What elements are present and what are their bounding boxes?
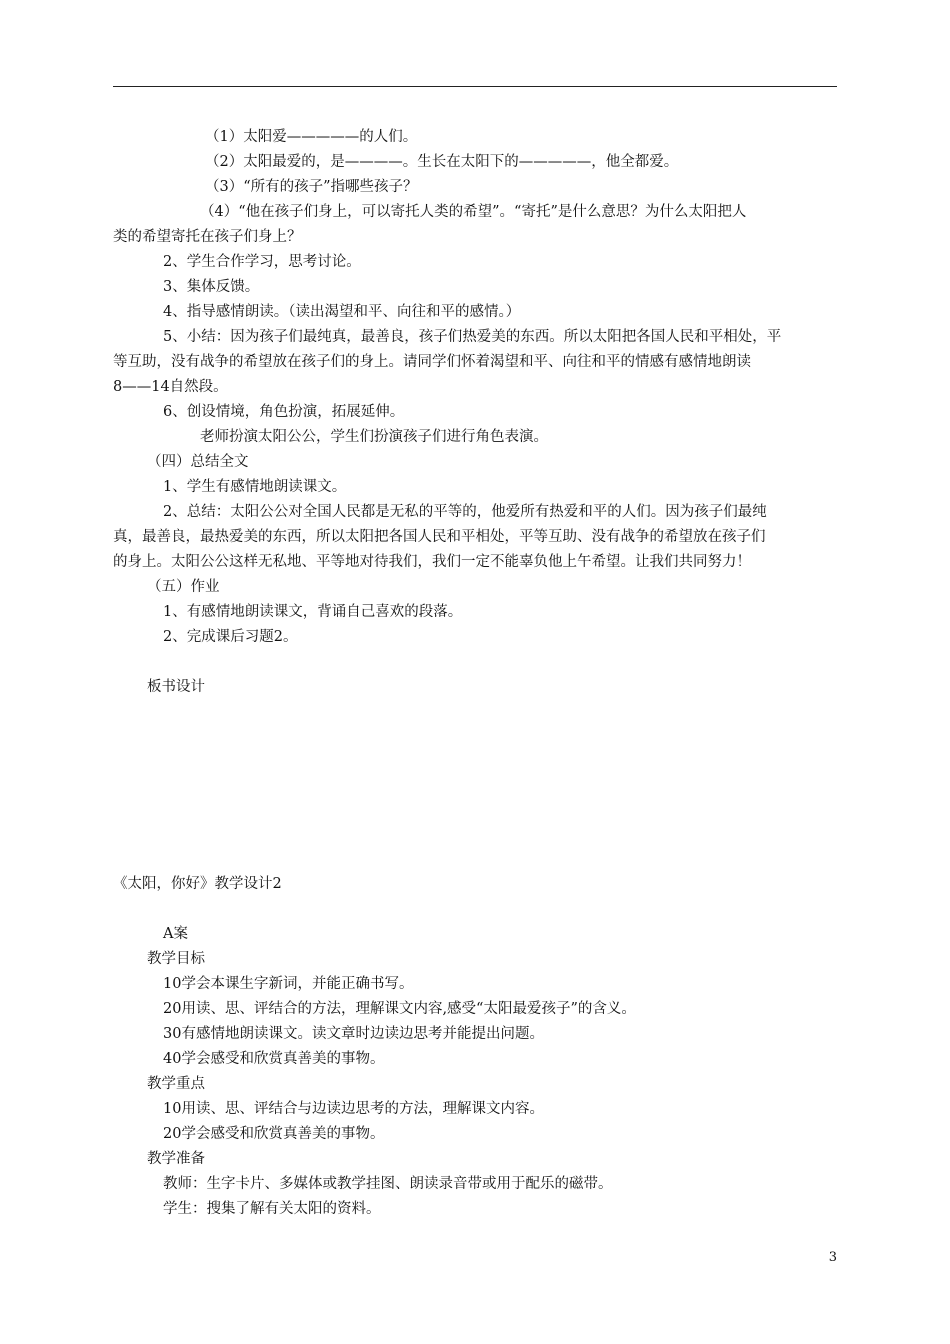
text-line: 1、学生有感情地朗读课文。 — [163, 479, 347, 495]
text-line: 类的希望寄托在孩子们身上？ — [113, 229, 302, 245]
text-line: 的身上。太阳公公这样无私地、平等地对待我们，我们一定不能辜负他上午希望。让我们共同努力！ — [113, 554, 751, 570]
text-line: （3）“所有的孩子”指哪些孩子？ — [205, 179, 418, 195]
text-line: 8——14自然段。 — [113, 379, 228, 395]
section-heading: （五）作业 — [147, 579, 220, 595]
text-line: （1）太阳爱—————的人们。 — [205, 129, 418, 145]
text-line: 等互助，没有战争的希望放在孩子们的身上。请同学们怀着渴望和平、向往和平的情感有感情地朗读 — [113, 354, 751, 370]
text-line: 40学会感受和欣赏真善美的事物。 — [163, 1051, 385, 1067]
text-line: 3、集体反馈。 — [163, 279, 260, 295]
text-line: 20学会感受和欣赏真善美的事物。 — [163, 1126, 385, 1142]
section-heading: （四）总结全文 — [147, 454, 249, 470]
text-line: 4、指导感情朗读。（读出渴望和平、向往和平的感情。） — [163, 304, 521, 320]
text-line: 10学会本课生字新词，并能正确书写。 — [163, 976, 414, 992]
text-line: 10用读、思、评结合与边读边思考的方法，理解课文内容。 — [163, 1101, 544, 1117]
text-line: 5、小结：因为孩子们最纯真，最善良，孩子们热爱美的东西。所以太阳把各国人民和平相处，平 — [163, 329, 782, 345]
header-rule — [113, 86, 837, 87]
text-line: 教师：生字卡片、多媒体或教学挂图、朗读录音带或用于配乐的磁带。 — [163, 1176, 613, 1192]
text-line: A案 — [163, 926, 188, 942]
text-line: 20用读、思、评结合的方法，理解课文内容,感受“太阳最爱孩子”的含义。 — [163, 1001, 636, 1017]
page-number: 3 — [828, 1250, 837, 1265]
section-heading: 教学重点 — [147, 1076, 205, 1092]
section-heading: 板书设计 — [147, 679, 205, 695]
text-line: 2、学生合作学习，思考讨论。 — [163, 254, 361, 270]
text-line: （2）太阳最爱的，是————。生长在太阳下的—————，他全都爱。 — [205, 154, 679, 170]
text-line: 2、完成课后习题2。 — [163, 629, 298, 645]
section-heading: 教学准备 — [147, 1151, 205, 1167]
text-line: 真，最善良，最热爱美的东西，所以太阳把各国人民和平相处，平等互助、没有战争的希望放在孩子们 — [113, 529, 766, 545]
text-line: 1、有感情地朗读课文，背诵自己喜欢的段落。 — [163, 604, 463, 620]
text-line: 学生：搜集了解有关太阳的资料。 — [163, 1201, 381, 1217]
text-line: （4）“他在孩子们身上，可以寄托人类的希望”。“寄托”是什么意思？为什么太阳把人 — [200, 204, 747, 220]
text-line: 30有感情地朗读课文。读文章时边读边思考并能提出问题。 — [163, 1026, 544, 1042]
text-line: 2、总结：太阳公公对全国人民都是无私的平等的，他爱所有热爱和平的人们。因为孩子们最纯 — [163, 504, 767, 520]
text-line: 6、创设情境，角色扮演，拓展延伸。 — [163, 404, 405, 420]
section-heading: 教学目标 — [147, 951, 205, 967]
doc-title: 《太阳，你好》教学设计2 — [113, 876, 282, 892]
text-line: 老师扮演太阳公公，学生们扮演孩子们进行角色表演。 — [200, 429, 548, 445]
